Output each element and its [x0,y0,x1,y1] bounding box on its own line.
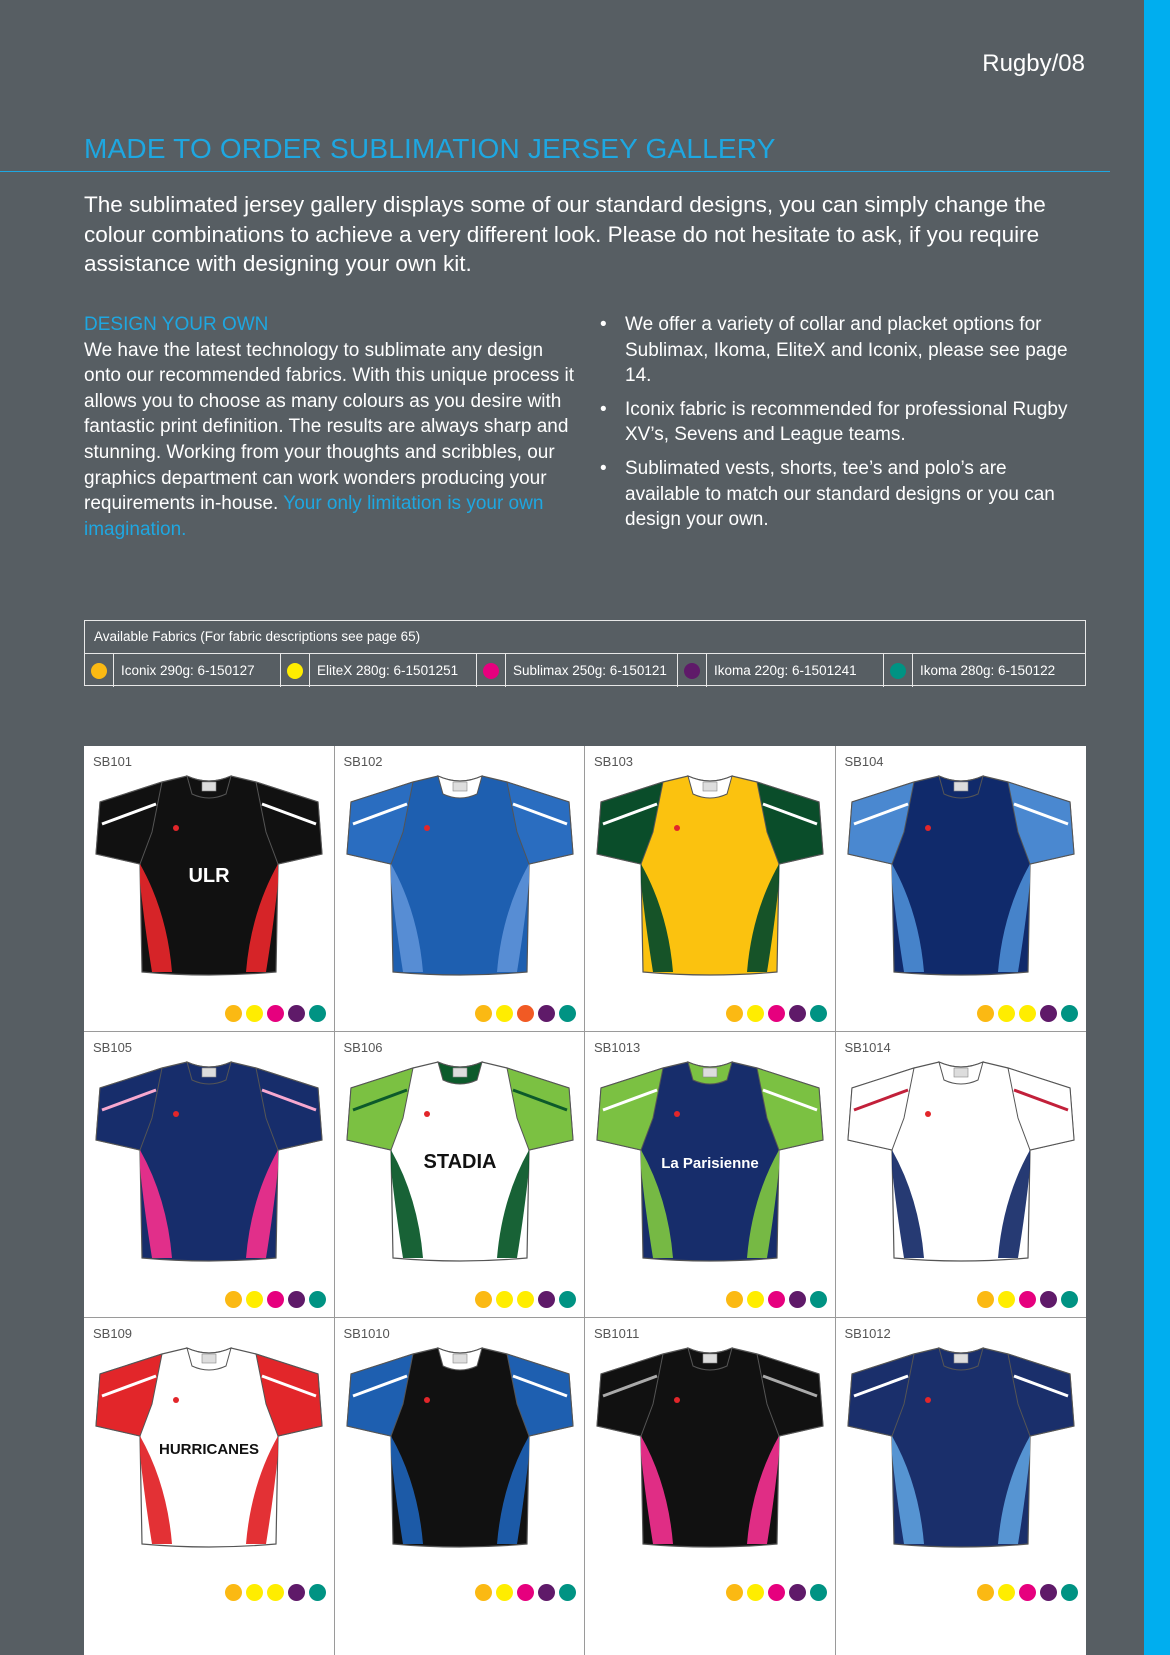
fabric-color-dot [517,1291,534,1308]
feature-item [600,456,1070,533]
jersey-card[interactable] [335,1032,586,1318]
jersey-code: SB105 [93,1040,133,1055]
jersey-card[interactable] [585,746,836,1032]
brand-logo-icon [424,825,430,831]
side-accent-bar [1144,0,1170,1655]
fabric-color-dot [810,1584,827,1601]
jersey-code: SB106 [343,1040,383,1055]
brand-logo-icon [674,1397,680,1403]
fabric-color-dot [747,1005,764,1022]
jersey-code: SB1014 [844,1040,891,1055]
feature-text: Iconix fabric is recommended for professional Rugby XV’s, Sevens and League teams. [625,398,1068,446]
fabric-color-dot [747,1291,764,1308]
fabric-option [678,654,884,687]
bullet-icon: • [600,314,607,335]
jersey-illustration [844,1344,1078,1554]
neck-label [703,782,717,791]
neck-label [703,1354,717,1363]
design-your-own-tagline: Your only limitation is your own imagination. [84,493,544,540]
brand-logo-icon [674,1111,680,1117]
jersey-sponsor-text: ULR [188,865,230,887]
fabric-label: Sublimax 250g: 6-150121 [513,663,667,678]
feature-text: Sublimated vests, shorts, tee’s and polo’s are available to match our standard designs or you can design your own. [625,457,1055,531]
fabric-color-dot [768,1005,785,1022]
fabric-color-dot [977,1005,994,1022]
fabric-label: Ikoma 220g: 6-1501241 [714,663,857,678]
fabric-color-dot [483,663,499,679]
fabric-color-dot [768,1584,785,1601]
brand-logo-icon [674,825,680,831]
neck-label [202,782,216,791]
page-number: Rugby/08 [982,50,1085,77]
brand-logo-icon [424,1111,430,1117]
neck-label [453,1354,467,1363]
brand-logo-icon [925,1111,931,1117]
fabric-color-dot [1061,1291,1078,1308]
fabric-color-dot [538,1291,555,1308]
fabric-color-dot [246,1291,263,1308]
fabric-color-dot [1019,1005,1036,1022]
fabric-color-swatch [884,654,913,687]
fabric-color-dot [1061,1584,1078,1601]
fabric-color-dot [726,1291,743,1308]
fabric-color-dot [559,1291,576,1308]
fabric-color-dot [747,1584,764,1601]
jersey-sponsor-text: La Parisienne [661,1155,759,1172]
fabric-color-dot [225,1584,242,1601]
feature-text: We offer a variety of collar and placket options for Sublimax, Ikoma, EliteX and Iconix, please see page 14. [625,314,1068,387]
jersey-card[interactable] [585,1318,836,1655]
jersey-illustration [92,1344,326,1554]
brand-logo-icon [424,1397,430,1403]
fabric-color-dot [538,1005,555,1022]
jersey-sponsor-text: STADIA [423,1151,496,1173]
fabric-color-dot [890,663,906,679]
fabric-color-dot [496,1005,513,1022]
fabric-swatches [225,1584,326,1601]
fabric-color-dot [287,663,303,679]
fabric-color-swatch [477,654,506,687]
available-fabrics-table [84,620,1086,686]
fabric-swatches [977,1005,1078,1022]
jersey-card[interactable] [84,1318,335,1655]
fabric-color-dot [559,1005,576,1022]
jersey-card[interactable] [84,746,335,1032]
fabric-label: Ikoma 280g: 6-150122 [920,663,1056,678]
jersey-code: SB1013 [594,1040,641,1055]
fabric-option [477,654,678,687]
fabric-color-dot [1061,1005,1078,1022]
fabric-color-dot [475,1291,492,1308]
neck-label [703,1068,717,1077]
fabric-color-dot [496,1584,513,1601]
jersey-gallery [84,746,1086,1655]
fabric-color-dot [91,663,107,679]
jersey-card[interactable] [836,1318,1087,1655]
feature-item [600,312,1070,389]
jersey-illustration [343,1344,577,1554]
neck-label [954,1354,968,1363]
fabric-color-dot [309,1005,326,1022]
fabric-swatches [726,1291,827,1308]
fabric-color-dot [225,1005,242,1022]
fabric-color-dot [246,1584,263,1601]
neck-label [453,1068,467,1077]
jersey-code: SB1011 [594,1326,640,1341]
fabric-color-dot [288,1005,305,1022]
jersey-illustration [844,1058,1078,1268]
fabric-swatches [726,1584,827,1601]
fabric-color-dot [789,1291,806,1308]
brand-logo-icon [173,1397,179,1403]
brand-logo-icon [925,825,931,831]
jersey-code: SB103 [594,754,634,769]
bullet-icon: • [600,457,607,479]
jersey-code: SB109 [93,1326,133,1341]
fabric-color-dot [684,663,700,679]
fabrics-header: Available Fabrics (For fabric descriptions see page 65) [85,621,1085,654]
jersey-card[interactable] [836,746,1087,1032]
brand-logo-icon [925,1397,931,1403]
fabric-color-dot [309,1291,326,1308]
fabric-color-dot [288,1584,305,1601]
fabric-color-dot [246,1005,263,1022]
fabric-color-dot [225,1291,242,1308]
fabric-color-dot [726,1584,743,1601]
fabric-color-dot [726,1005,743,1022]
fabric-color-dot [288,1291,305,1308]
fabric-color-dot [810,1291,827,1308]
fabric-color-dot [768,1291,785,1308]
jersey-code: SB1010 [343,1326,390,1341]
fabric-color-dot [267,1584,284,1601]
feature-item [600,397,1070,448]
fabric-option [85,654,281,687]
jersey-illustration [343,1058,577,1268]
fabric-swatches [977,1584,1078,1601]
design-your-own-heading: DESIGN YOUR OWN [84,314,269,335]
fabric-option [281,654,477,687]
fabric-color-dot [1040,1584,1057,1601]
fabric-color-dot [977,1584,994,1601]
neck-label [202,1354,216,1363]
neck-label [954,782,968,791]
fabric-swatches [225,1291,326,1308]
jersey-card[interactable] [335,746,586,1032]
jersey-illustration [92,772,326,982]
fabric-color-dot [517,1005,534,1022]
fabric-color-dot [559,1584,576,1601]
bullet-icon: • [600,398,607,420]
jersey-code: SB102 [343,754,383,769]
jersey-code: SB1012 [844,1326,891,1341]
neck-label [954,1068,968,1077]
fabric-label: Iconix 290g: 6-150127 [121,663,255,678]
fabric-color-dot [267,1291,284,1308]
fabric-swatches [977,1291,1078,1308]
fabric-color-dot [998,1291,1015,1308]
brand-logo-icon [173,825,179,831]
jersey-illustration [343,772,577,982]
fabric-color-dot [810,1005,827,1022]
features-list [600,312,1070,541]
fabric-color-dot [998,1005,1015,1022]
fabric-swatches [225,1005,326,1022]
neck-label [202,1068,216,1077]
jersey-code: SB101 [93,754,133,769]
jersey-sponsor-text: HURRICANES [158,1441,260,1458]
fabric-color-dot [267,1005,284,1022]
fabric-color-dot [998,1584,1015,1601]
fabric-label: EliteX 280g: 6-1501251 [317,663,459,678]
fabric-color-dot [977,1291,994,1308]
page-title: MADE TO ORDER SUBLIMATION JERSEY GALLERY [84,133,776,164]
fabrics-row [85,654,1085,687]
fabric-color-dot [1019,1291,1036,1308]
jersey-code: SB104 [844,754,884,769]
title-divider [0,171,1110,172]
design-your-own-body: We have the latest technology to sublimate any design onto our recommended fabrics. With this unique process it allows you to choose as many colours as you desire with fantastic print definition. The results are always sharp and stunning. Working from your thoughts and scribbles, our graphics department can work wonders producing your requirements in-house. [84,339,575,515]
fabric-color-dot [496,1291,513,1308]
brand-logo-icon [173,1111,179,1117]
fabric-color-dot [1040,1005,1057,1022]
intro-paragraph: The sublimated jersey gallery displays some of our standard designs, you can simply change the colour combinations to achieve a very different look. Please do not hesitate to ask, if you require assistance with designing your own kit. [84,192,1046,276]
design-your-own-section [84,312,574,542]
jersey-illustration [593,1058,827,1268]
fabric-color-dot [475,1005,492,1022]
fabric-color-dot [309,1584,326,1601]
fabric-option [884,654,1085,687]
fabric-color-swatch [85,654,114,687]
fabric-color-dot [789,1005,806,1022]
jersey-illustration [92,1058,326,1268]
fabric-color-dot [475,1584,492,1601]
jersey-card[interactable] [585,1032,836,1318]
fabric-color-dot [1019,1584,1036,1601]
fabric-color-dot [789,1584,806,1601]
fabric-swatches [475,1584,576,1601]
fabric-color-swatch [281,654,310,687]
jersey-illustration [593,1344,827,1554]
jersey-illustration [593,772,827,982]
fabric-color-dot [538,1584,555,1601]
jersey-card[interactable] [84,1032,335,1318]
neck-label [453,782,467,791]
fabric-color-swatch [678,654,707,687]
fabric-color-dot [517,1584,534,1601]
jersey-card[interactable] [836,1032,1087,1318]
fabric-swatches [726,1005,827,1022]
fabric-swatches [475,1005,576,1022]
jersey-card[interactable] [335,1318,586,1655]
fabric-color-dot [1040,1291,1057,1308]
jersey-illustration [844,772,1078,982]
fabric-swatches [475,1291,576,1308]
